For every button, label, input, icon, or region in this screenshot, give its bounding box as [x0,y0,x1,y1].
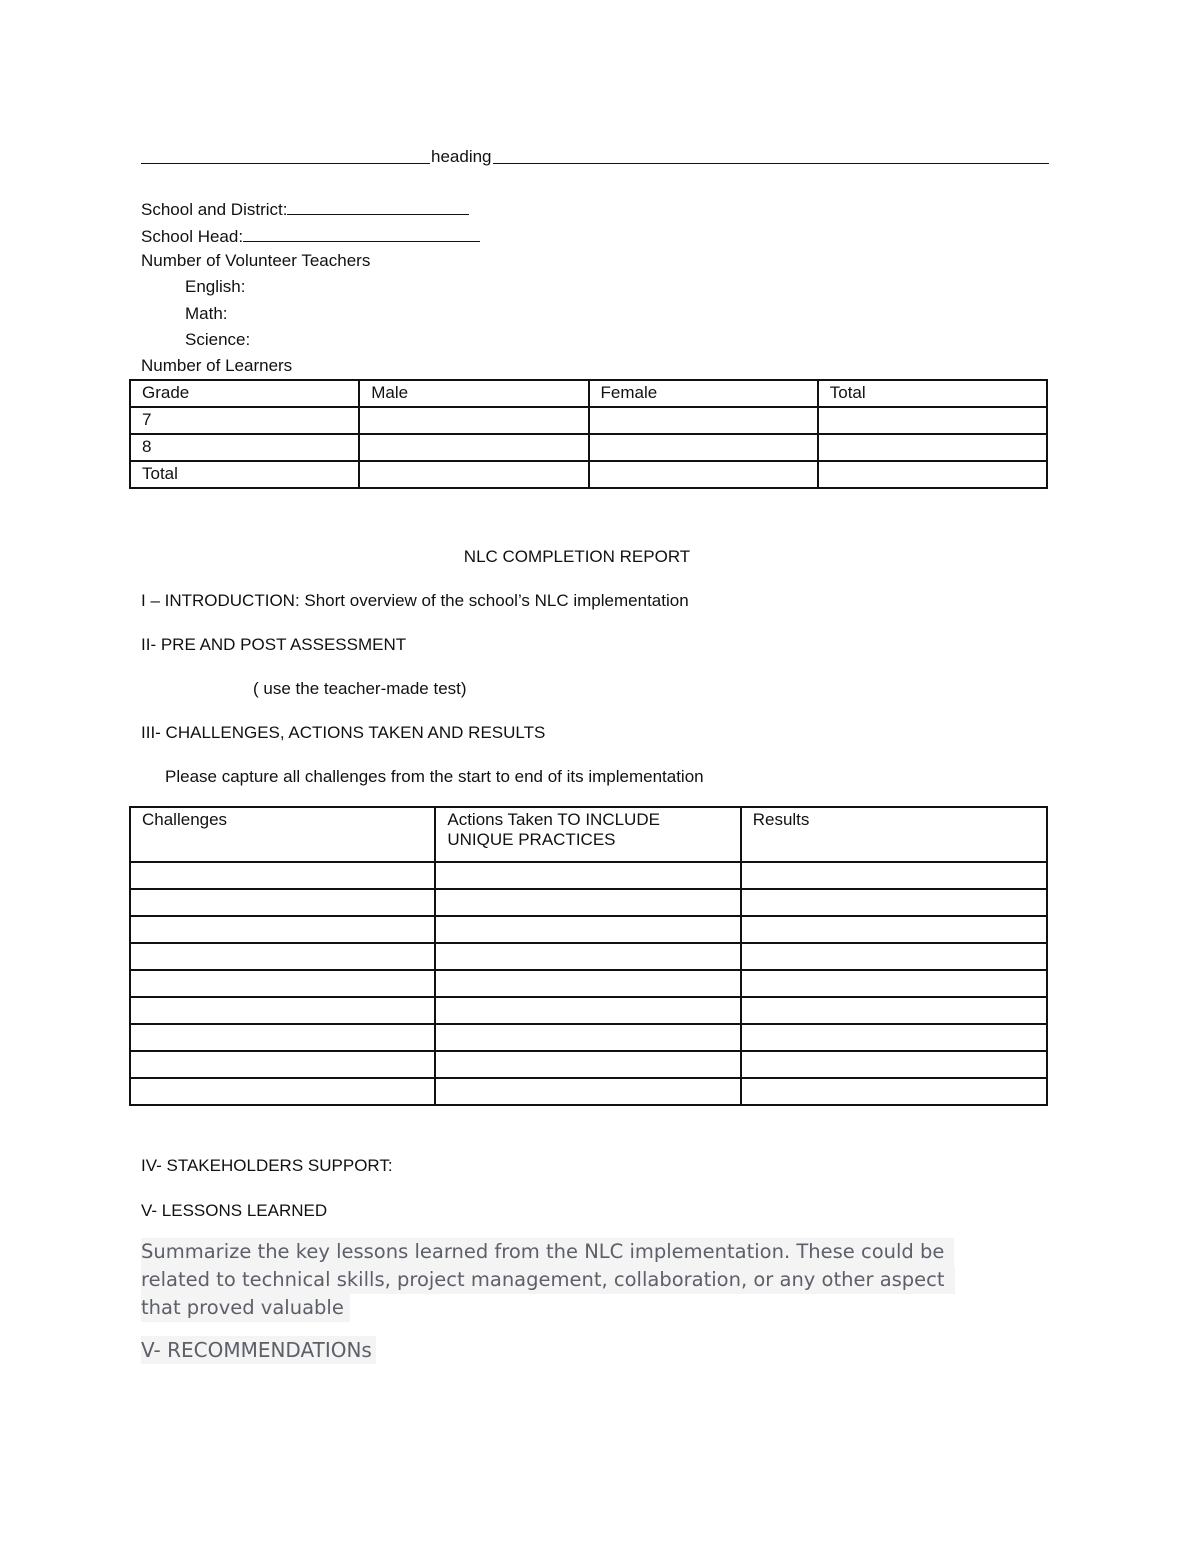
subject-math-label: Math: [185,304,228,323]
table-row [130,943,1047,970]
table-cell[interactable] [741,1024,1047,1051]
school-district-blank[interactable] [287,198,469,215]
section-assessment: II- PRE AND POST ASSESSMENT [141,635,407,654]
table-cell[interactable] [130,1051,435,1078]
table-row [130,997,1047,1024]
table-cell[interactable] [130,1078,435,1105]
header-cell: Male [359,380,588,407]
table-cell[interactable] [130,889,435,916]
section-introduction: I – INTRODUCTION: Short overview of the school’s NLC implementation [141,591,689,610]
table-cell[interactable] [818,434,1047,461]
learners-table [129,379,1048,489]
table-row [130,1078,1047,1105]
grade-cell: 7 [130,407,359,434]
section-challenges: III- CHALLENGES, ACTIONS TAKEN AND RESULTS [141,723,546,742]
table-cell[interactable] [435,970,740,997]
heading-text: heading [431,147,492,166]
header-cell: Challenges [130,807,435,862]
table-cell[interactable] [741,997,1047,1024]
school-district-field [141,198,469,220]
header-cell: Results [741,807,1047,862]
table-row [130,434,1047,461]
challenges-table-header [130,807,1047,862]
table-cell[interactable] [130,916,435,943]
table-cell[interactable] [130,943,435,970]
table-cell[interactable] [741,943,1047,970]
heading-left-rule [141,163,430,164]
subject-science-label: Science: [185,330,251,349]
recommendations-heading: V- RECOMMENDATIONs [141,1336,376,1364]
table-cell[interactable] [359,407,588,434]
table-cell[interactable] [435,1024,740,1051]
school-head-label: School Head: [141,227,244,246]
assessment-note: ( use the teacher-made test) [253,679,467,698]
report-title: NLC COMPLETION REPORT [463,547,691,566]
table-cell[interactable] [741,1051,1047,1078]
table-cell[interactable] [130,862,435,889]
challenges-table [129,806,1048,1106]
section-lessons: V- LESSONS LEARNED [141,1201,328,1220]
table-cell[interactable] [130,970,435,997]
heading-line [141,145,1049,167]
table-cell[interactable] [359,434,588,461]
header-cell: Grade [130,380,359,407]
table-cell[interactable] [435,1051,740,1078]
grade-cell: 8 [130,434,359,461]
section-stakeholders: IV- STAKEHOLDERS SUPPORT: [141,1156,393,1175]
table-cell[interactable] [589,461,818,488]
volunteer-teachers-label: Number of Volunteer Teachers [141,251,371,270]
table-cell[interactable] [741,889,1047,916]
table-cell[interactable] [818,461,1047,488]
lessons-summary-line: Summarize the key lessons learned from the NLC implementation. These could be [141,1238,954,1266]
table-row [130,461,1047,488]
header-cell: Female [589,380,818,407]
table-cell[interactable] [130,997,435,1024]
header-cell: Actions Taken TO INCLUDE UNIQUE PRACTICES [435,807,740,862]
table-row [130,862,1047,889]
school-district-label: School and District: [141,200,288,219]
table-cell[interactable] [741,970,1047,997]
table-cell[interactable] [818,407,1047,434]
table-cell[interactable] [435,889,740,916]
table-cell[interactable] [435,1078,740,1105]
school-head-blank[interactable] [243,225,480,242]
table-cell[interactable] [741,1078,1047,1105]
lessons-summary-line: that proved valuable [141,1294,350,1322]
table-row [130,1024,1047,1051]
table-row [130,1051,1047,1078]
table-cell[interactable] [435,997,740,1024]
grade-cell: Total [130,461,359,488]
school-head-field [141,225,480,247]
subject-english-label: English: [185,277,246,296]
table-cell[interactable] [130,1024,435,1051]
header-cell: Total [818,380,1047,407]
table-cell[interactable] [589,407,818,434]
heading-right-rule [493,163,1049,164]
lessons-summary-line: related to technical skills, project management, collaboration, or any other aspect [141,1266,955,1294]
table-cell[interactable] [741,916,1047,943]
table-cell[interactable] [435,943,740,970]
table-cell[interactable] [741,862,1047,889]
table-row [130,916,1047,943]
table-cell[interactable] [435,916,740,943]
learners-label: Number of Learners [141,356,293,375]
table-cell[interactable] [589,434,818,461]
table-cell[interactable] [359,461,588,488]
challenges-note: Please capture all challenges from the start to end of its implementation [165,767,704,786]
table-cell[interactable] [435,862,740,889]
table-row [130,407,1047,434]
learners-table-header [130,380,1047,407]
table-row [130,889,1047,916]
table-row [130,970,1047,997]
